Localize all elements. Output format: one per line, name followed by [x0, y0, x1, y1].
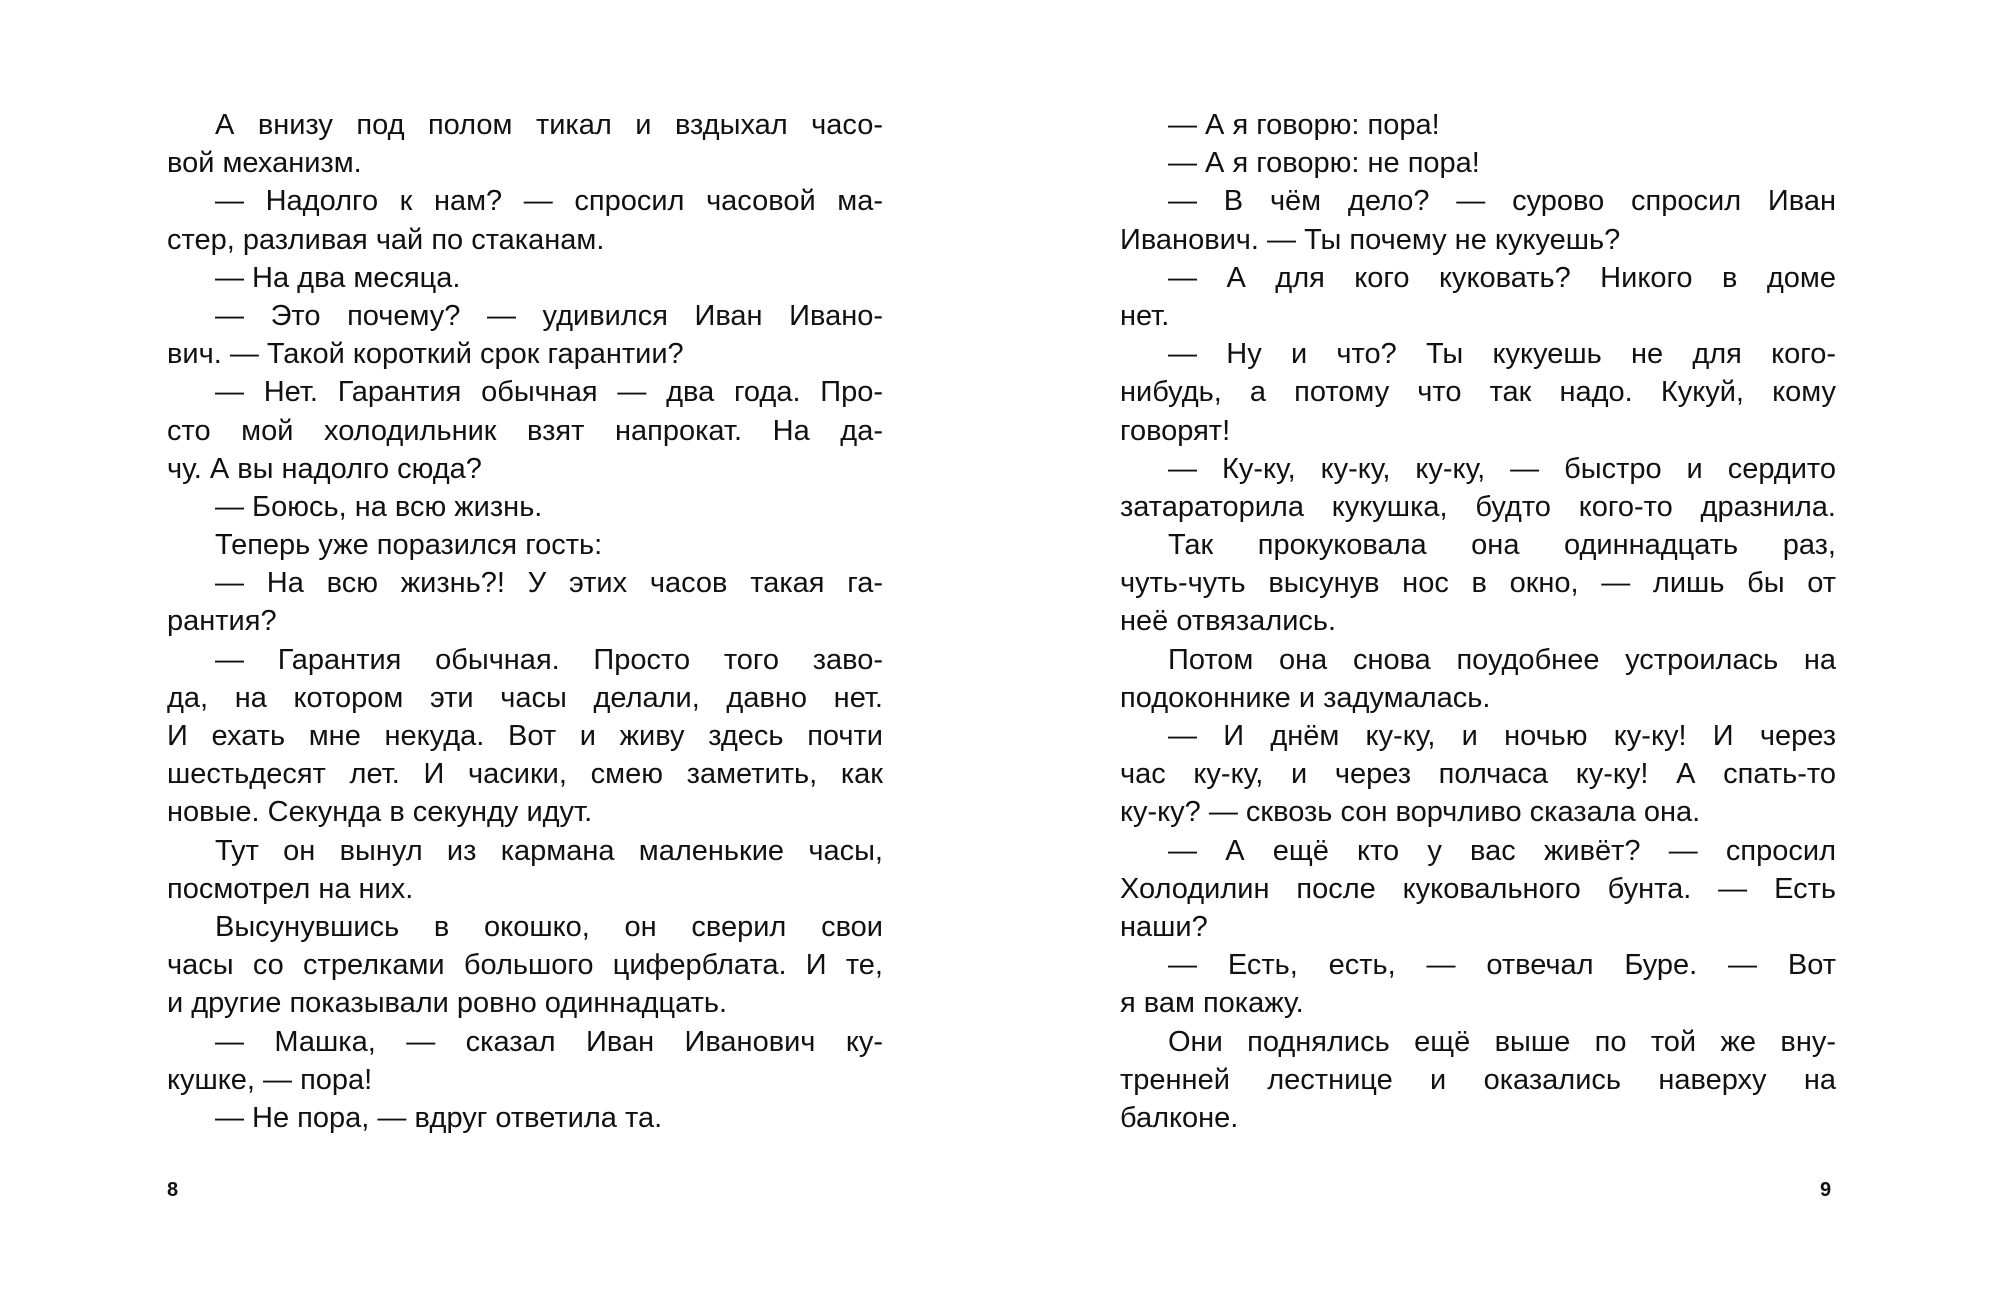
- text-line: тренней лестнице и оказались наверху на: [1120, 1063, 1836, 1096]
- text-line: чу. А вы надолго сюда?: [167, 452, 482, 485]
- text-line: — Ну и что? Ты кукуешь не для кого-: [1168, 338, 1836, 371]
- text-line: наши?: [1120, 910, 1208, 943]
- text-line: — А для кого куковать? Никого в доме: [1168, 261, 1836, 294]
- text-line: — И днём ку-ку, и ночью ку-ку! И через: [1168, 720, 1836, 752]
- text-line: — А ещё кто у вас живёт? — спросил: [1168, 834, 1836, 867]
- text-line: рантия?: [167, 605, 277, 638]
- text-line: И ехать мне некуда. Вот и живу здесь почти: [167, 720, 883, 752]
- text-line: неё отвязались.: [1120, 605, 1337, 638]
- text-line: Высунувшись в окошко, он сверил свои: [215, 910, 883, 943]
- text-line: посмотрел на них.: [167, 872, 414, 905]
- text-line: Иванович. — Ты почему не кукуешь?: [1120, 223, 1621, 256]
- text-line: Так прокуковала она одиннадцать раз,: [1168, 529, 1836, 562]
- text-line: — А я говорю: пора!: [1168, 109, 1440, 141]
- text-line: говорят!: [1120, 414, 1231, 447]
- text-line: — Ку-ку, ку-ку, ку-ку, — быстро и сердито: [1168, 452, 1836, 485]
- text-line: чуть-чуть высунув нос в окно, — лишь бы от: [1120, 567, 1836, 600]
- text-line: балконе.: [1120, 1101, 1239, 1134]
- text-line: вой механизм.: [167, 147, 362, 180]
- left-page-number: 8: [167, 1179, 179, 1201]
- text-line: — На всю жизнь?! У этих часов такая га-: [215, 567, 883, 600]
- text-line: стер, разливая чай по стаканам.: [167, 223, 605, 256]
- text-line: ку-ку? — сквозь сон ворчливо сказала она.: [1120, 796, 1701, 829]
- text-line: затараторила кукушка, будто кого-то дразнила.: [1120, 490, 1836, 523]
- text-line: — А я говорю: не пора!: [1168, 147, 1480, 180]
- text-line: час ку-ку, и через полчаса ку-ку! А спать-то: [1120, 758, 1836, 791]
- text-line: я вам покажу.: [1120, 987, 1304, 1020]
- text-line: кушке, — пора!: [167, 1063, 373, 1096]
- left-page-text: [167, 106, 883, 1137]
- text-line: шестьдесят лет. И часики, смею заметить, как: [167, 758, 883, 791]
- text-line: вич. — Такой короткий срок гарантии?: [167, 338, 684, 371]
- text-line: Тут он вынул из кармана маленькие часы,: [215, 834, 883, 867]
- text-line: новые. Секунда в секунду идут.: [167, 796, 593, 829]
- text-line: часы со стрелками большого циферблата. И те,: [167, 949, 883, 982]
- text-line: — Есть, есть, — отвечал Буре. — Вот: [1168, 949, 1836, 982]
- right-page-text: [1120, 106, 1836, 1137]
- text-line: и другие показывали ровно одиннадцать.: [167, 987, 728, 1020]
- text-line: Они поднялись ещё выше по той же вну-: [1168, 1025, 1836, 1058]
- text-line: — Гарантия обычная. Просто того заво-: [215, 643, 883, 676]
- text-line: Холодилин после куковального бунта. — Есть: [1120, 872, 1836, 905]
- text-line: — На два месяца.: [215, 261, 461, 294]
- text-line: сто мой холодильник взят напрокат. На да-: [167, 414, 883, 447]
- right-page-number: 9: [1820, 1179, 1832, 1201]
- text-line: — Не пора, — вдруг ответила та.: [215, 1101, 663, 1134]
- text-line: А внизу под полом тикал и вздыхал часо-: [215, 109, 883, 141]
- text-line: — В чём дело? — сурово спросил Иван: [1168, 185, 1836, 218]
- text-line: нибудь, а потому что так надо. Кукуй, кому: [1120, 376, 1836, 409]
- text-line: — Это почему? — удивился Иван Ивано-: [215, 299, 883, 332]
- text-line: Теперь уже поразился гость:: [215, 529, 603, 562]
- text-line: подоконнике и задумалась.: [1120, 681, 1491, 714]
- right-page: [1120, 106, 1836, 1137]
- text-line: Потом она снова поудобнее устроилась на: [1168, 643, 1836, 676]
- left-page: [167, 106, 883, 1137]
- text-line: — Нет. Гарантия обычная — два года. Про-: [215, 376, 883, 409]
- text-line: да, на котором эти часы делали, давно нет.: [167, 681, 883, 714]
- text-line: нет.: [1120, 299, 1170, 332]
- text-line: — Надолго к нам? — спросил часовой ма-: [215, 185, 883, 218]
- text-line: — Боюсь, на всю жизнь.: [215, 490, 543, 523]
- text-line: — Машка, — сказал Иван Иванович ку-: [215, 1025, 883, 1058]
